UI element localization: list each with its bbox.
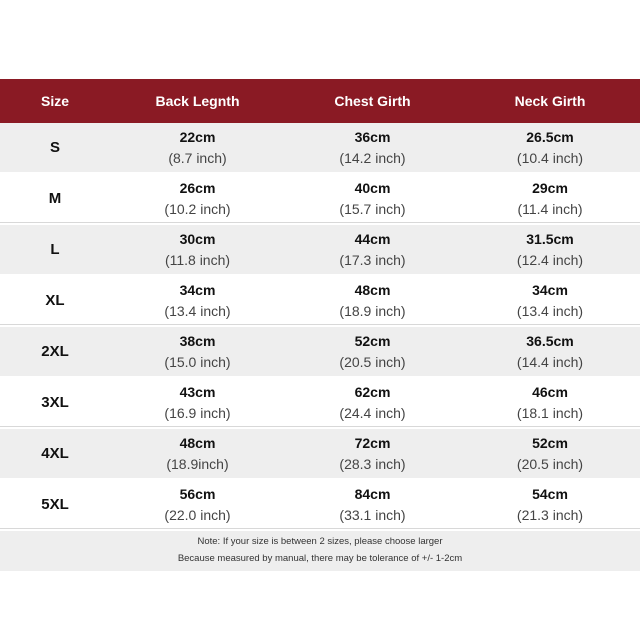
back-length-cm: 34cm — [179, 281, 216, 298]
back-length-cell — [110, 480, 285, 529]
size-label: L — [50, 241, 60, 258]
size-label: S — [49, 139, 60, 156]
neck-girth-cm: 26.5cm — [526, 128, 574, 145]
chest-girth-cell — [285, 225, 460, 274]
neck-girth-cm: 29cm — [532, 179, 568, 196]
note-tolerance: Because measured by manual, there may be tolerance of +/- 1-2cm — [177, 553, 463, 564]
size-label: 3XL — [41, 394, 69, 411]
back-length-inch: (8.7 inch) — [168, 149, 227, 166]
chest-girth-cm: 44cm — [354, 230, 391, 247]
back-length-cell — [110, 225, 285, 274]
table-row — [0, 429, 640, 480]
back-length-cm: 48cm — [179, 434, 216, 451]
size-label: XL — [45, 292, 65, 309]
table-row — [0, 174, 640, 225]
back-length-inch: (18.9inch) — [166, 455, 229, 472]
neck-girth-inch: (11.4 inch) — [517, 200, 583, 217]
back-length-inch: (15.0 inch) — [164, 353, 231, 370]
chest-girth-inch: (28.3 inch) — [339, 455, 406, 472]
chest-girth-cm: 52cm — [354, 332, 391, 349]
chest-girth-cm: 40cm — [354, 179, 391, 196]
neck-girth-inch: (20.5 inch) — [516, 455, 584, 472]
chest-girth-cell — [285, 174, 460, 223]
neck-girth-inch: (10.4 inch) — [516, 149, 584, 166]
back-length-cm: 38cm — [179, 332, 216, 349]
back-length-cm: 22cm — [179, 128, 216, 145]
back-length-inch: (10.2 inch) — [164, 200, 231, 217]
chest-girth-cm: 62cm — [354, 383, 391, 400]
back-length-cm: 30cm — [179, 230, 216, 247]
neck-girth-cell — [460, 225, 640, 274]
header-chest-girth: Chest Girth — [334, 93, 411, 109]
chest-girth-inch: (24.4 inch) — [339, 404, 406, 421]
back-length-cell — [110, 429, 285, 478]
chest-girth-cell — [285, 378, 460, 427]
chest-girth-cell — [285, 123, 460, 172]
size-label: M — [48, 190, 62, 207]
header-size: Size — [40, 93, 69, 109]
neck-girth-cell — [460, 429, 640, 478]
back-length-cell — [110, 378, 285, 427]
chest-girth-cm: 84cm — [354, 485, 391, 502]
size-label: 5XL — [41, 496, 69, 513]
back-length-inch: (22.0 inch) — [164, 506, 231, 523]
neck-girth-cell — [460, 174, 640, 223]
size-label: 4XL — [41, 445, 69, 462]
neck-girth-inch: (14.4 inch) — [516, 353, 584, 370]
table-row — [0, 123, 640, 174]
neck-girth-cm: 34cm — [532, 281, 568, 298]
neck-girth-cell — [460, 378, 640, 427]
neck-girth-inch: (12.4 inch) — [516, 251, 584, 268]
size-label: 2XL — [41, 343, 69, 360]
chest-girth-cell — [285, 480, 460, 529]
chest-girth-inch: (15.7 inch) — [339, 200, 406, 217]
neck-girth-cell — [460, 480, 640, 529]
chest-girth-cell — [285, 276, 460, 325]
neck-girth-inch: (13.4 inch) — [516, 302, 584, 319]
back-length-cm: 43cm — [179, 383, 216, 400]
chest-girth-cell — [285, 429, 460, 478]
size-chart-table — [0, 79, 640, 571]
neck-girth-cm: 36.5cm — [526, 332, 574, 349]
table-row — [0, 480, 640, 531]
neck-girth-cm: 31.5cm — [526, 230, 574, 247]
neck-girth-cell — [460, 276, 640, 325]
neck-girth-cm: 46cm — [532, 383, 568, 400]
header-back-length: Back Legnth — [155, 93, 240, 109]
neck-girth-inch: (21.3 inch) — [516, 506, 584, 523]
chest-girth-cell — [285, 327, 460, 376]
table-row — [0, 327, 640, 378]
chest-girth-inch: (20.5 inch) — [339, 353, 406, 370]
neck-girth-inch: (18.1 inch) — [516, 404, 584, 421]
chest-girth-inch: (14.2 inch) — [339, 149, 406, 166]
neck-girth-cell — [460, 327, 640, 376]
table-header — [0, 79, 640, 123]
chest-girth-inch: (18.9 inch) — [339, 302, 406, 319]
neck-girth-cm: 52cm — [532, 434, 568, 451]
notes-footer — [0, 531, 640, 571]
back-length-inch: (11.8 inch) — [164, 251, 231, 268]
table-row — [0, 276, 640, 327]
back-length-inch: (13.4 inch) — [164, 302, 231, 319]
chest-girth-cm: 36cm — [354, 128, 391, 145]
neck-girth-cm: 54cm — [532, 485, 568, 502]
header-neck-girth: Neck Girth — [514, 93, 586, 109]
back-length-cm: 56cm — [179, 485, 216, 502]
chest-girth-inch: (17.3 inch) — [339, 251, 406, 268]
neck-girth-cell — [460, 123, 640, 172]
table-row — [0, 225, 640, 276]
back-length-cell — [110, 327, 285, 376]
chest-girth-inch: (33.1 inch) — [339, 506, 406, 523]
back-length-cell — [110, 123, 285, 172]
back-length-cell — [110, 276, 285, 325]
back-length-inch: (16.9 inch) — [164, 404, 231, 421]
note-size-advice: Note: If your size is between 2 sizes, please choose larger — [197, 536, 443, 547]
chest-girth-cm: 72cm — [354, 434, 391, 451]
chest-girth-cm: 48cm — [354, 281, 391, 298]
back-length-cell — [110, 174, 285, 223]
back-length-cm: 26cm — [179, 179, 216, 196]
table-row — [0, 378, 640, 429]
